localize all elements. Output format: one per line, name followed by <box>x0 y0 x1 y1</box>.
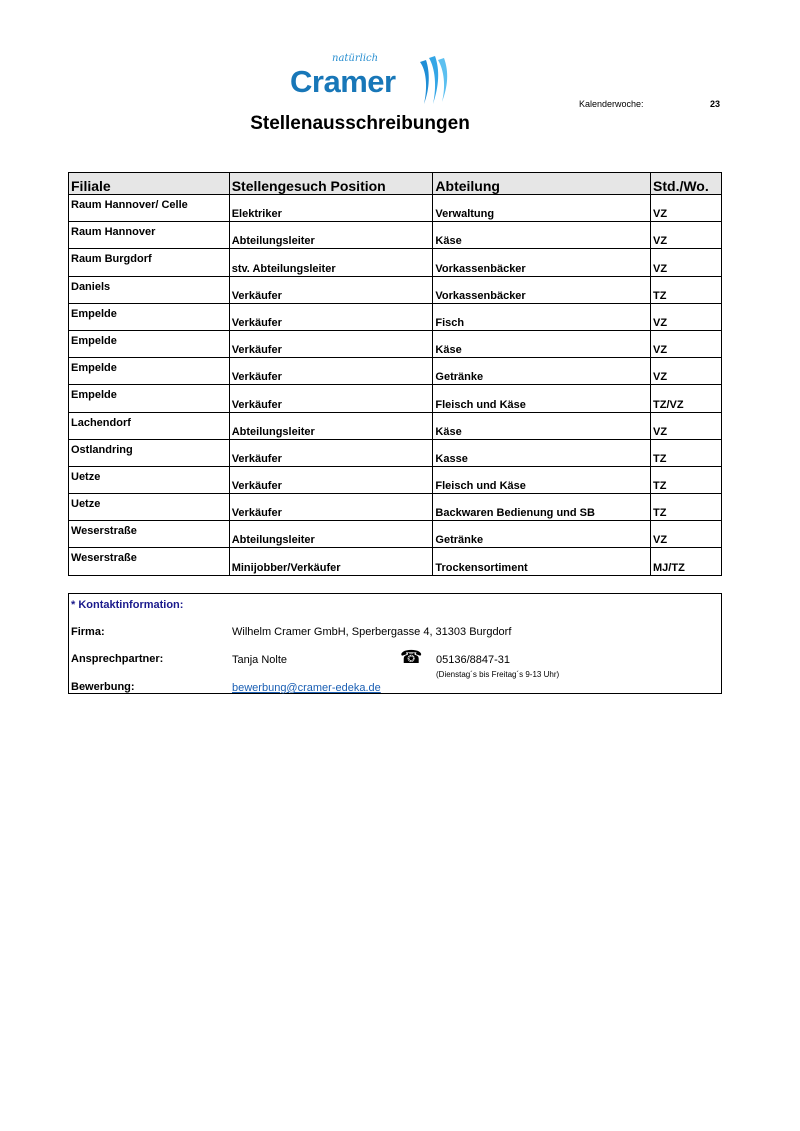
cell-stunden: VZ <box>651 521 722 548</box>
table-row <box>69 521 722 548</box>
kalenderwoche-value: 23 <box>709 99 720 109</box>
firma-label: Firma: <box>71 626 105 638</box>
logo-wave-icon <box>416 56 450 106</box>
cell-filiale: Weserstraße <box>69 548 230 575</box>
cell-stunden: VZ <box>651 249 722 276</box>
cell-position: Minijobber/Verkäufer <box>229 548 433 575</box>
job-listings-table <box>68 172 722 576</box>
cell-filiale: Empelde <box>69 385 230 412</box>
cell-stunden: TZ <box>651 466 722 493</box>
table-row <box>69 358 722 385</box>
cell-filiale: Empelde <box>69 303 230 330</box>
cell-stunden: TZ <box>651 276 722 303</box>
cell-abteilung: Vorkassenbäcker <box>433 249 651 276</box>
cell-stunden: TZ <box>651 439 722 466</box>
cell-filiale: Empelde <box>69 358 230 385</box>
cell-position: Verkäufer <box>229 385 433 412</box>
table-row <box>69 249 722 276</box>
cell-position: Abteilungsleiter <box>229 521 433 548</box>
cell-position: Elektriker <box>229 195 433 222</box>
cell-position: Verkäufer <box>229 330 433 357</box>
cell-abteilung: Fleisch und Käse <box>433 466 651 493</box>
page-title: Stellenausschreibungen <box>250 113 470 134</box>
cell-position: Verkäufer <box>229 466 433 493</box>
bewerbung-label: Bewerbung: <box>71 681 135 693</box>
cell-filiale: Weserstraße <box>69 521 230 548</box>
logo-script-text: natürlich <box>332 53 379 64</box>
firma-value: Wilhelm Cramer GmbH, Sperbergasse 4, 31303 Burgdorf <box>232 626 512 638</box>
table-row <box>69 276 722 303</box>
cell-abteilung: Getränke <box>433 358 651 385</box>
cell-stunden: VZ <box>651 412 722 439</box>
cell-stunden: VZ <box>651 222 722 249</box>
logo-wordmark: Cramer <box>290 64 396 99</box>
phone-number: 05136/8847-31 <box>436 654 511 666</box>
cell-filiale: Uetze <box>69 466 230 493</box>
cell-abteilung: Käse <box>433 412 651 439</box>
cell-abteilung: Getränke <box>433 521 651 548</box>
column-header-abteilung: Abteilung <box>433 173 651 195</box>
cell-abteilung: Trockensortiment <box>433 548 651 575</box>
column-header-stunden: Std./Wo. <box>651 173 722 195</box>
table-header-row <box>69 173 722 195</box>
cell-filiale: Lachendorf <box>69 412 230 439</box>
ansprechpartner-value: Tanja Nolte <box>232 654 288 666</box>
table-row <box>69 222 722 249</box>
table-row <box>69 330 722 357</box>
cell-stunden: VZ <box>651 358 722 385</box>
kalenderwoche-label: Kalenderwoche: <box>579 99 644 109</box>
contact-information-box <box>68 593 722 694</box>
cell-abteilung: Vorkassenbäcker <box>433 276 651 303</box>
column-header-position: Stellengesuch Position <box>229 173 433 195</box>
phone-hours-note: (Dienstag´s bis Freitag´s 9-13 Uhr) <box>436 670 560 679</box>
column-header-filiale: Filiale <box>69 173 230 195</box>
table-row <box>69 412 722 439</box>
cell-filiale: Raum Hannover/ Celle <box>69 195 230 222</box>
cramer-logo <box>288 52 458 110</box>
table-row <box>69 494 722 521</box>
cell-position: stv. Abteilungsleiter <box>229 249 433 276</box>
cell-stunden: TZ <box>651 494 722 521</box>
cell-abteilung: Backwaren Bedienung und SB <box>433 494 651 521</box>
telephone-icon: ☎ <box>400 647 423 667</box>
cell-position: Verkäufer <box>229 276 433 303</box>
cell-position: Abteilungsleiter <box>229 222 433 249</box>
contact-heading: * Kontaktinformation: <box>71 599 184 611</box>
ansprechpartner-label: Ansprechpartner: <box>71 653 164 665</box>
cell-abteilung: Fleisch und Käse <box>433 385 651 412</box>
table-row <box>69 548 722 575</box>
cell-stunden: TZ/VZ <box>651 385 722 412</box>
cell-stunden: VZ <box>651 330 722 357</box>
cell-position: Abteilungsleiter <box>229 412 433 439</box>
cell-abteilung: Verwaltung <box>433 195 651 222</box>
table-row <box>69 195 722 222</box>
cell-position: Verkäufer <box>229 303 433 330</box>
cell-abteilung: Käse <box>433 330 651 357</box>
table-row <box>69 303 722 330</box>
cell-filiale: Raum Burgdorf <box>69 249 230 276</box>
table-row <box>69 385 722 412</box>
cell-abteilung: Käse <box>433 222 651 249</box>
cell-abteilung: Kasse <box>433 439 651 466</box>
cell-stunden: MJ/TZ <box>651 548 722 575</box>
cell-position: Verkäufer <box>229 358 433 385</box>
cell-filiale: Uetze <box>69 494 230 521</box>
cell-filiale: Raum Hannover <box>69 222 230 249</box>
bewerbung-email-link[interactable]: bewerbung@cramer-edeka.de <box>232 682 381 694</box>
table-row <box>69 466 722 493</box>
cell-filiale: Daniels <box>69 276 230 303</box>
cell-stunden: VZ <box>651 195 722 222</box>
cell-filiale: Empelde <box>69 330 230 357</box>
cell-filiale: Ostlandring <box>69 439 230 466</box>
cell-position: Verkäufer <box>229 439 433 466</box>
cell-stunden: VZ <box>651 303 722 330</box>
cell-position: Verkäufer <box>229 494 433 521</box>
table-row <box>69 439 722 466</box>
cell-abteilung: Fisch <box>433 303 651 330</box>
